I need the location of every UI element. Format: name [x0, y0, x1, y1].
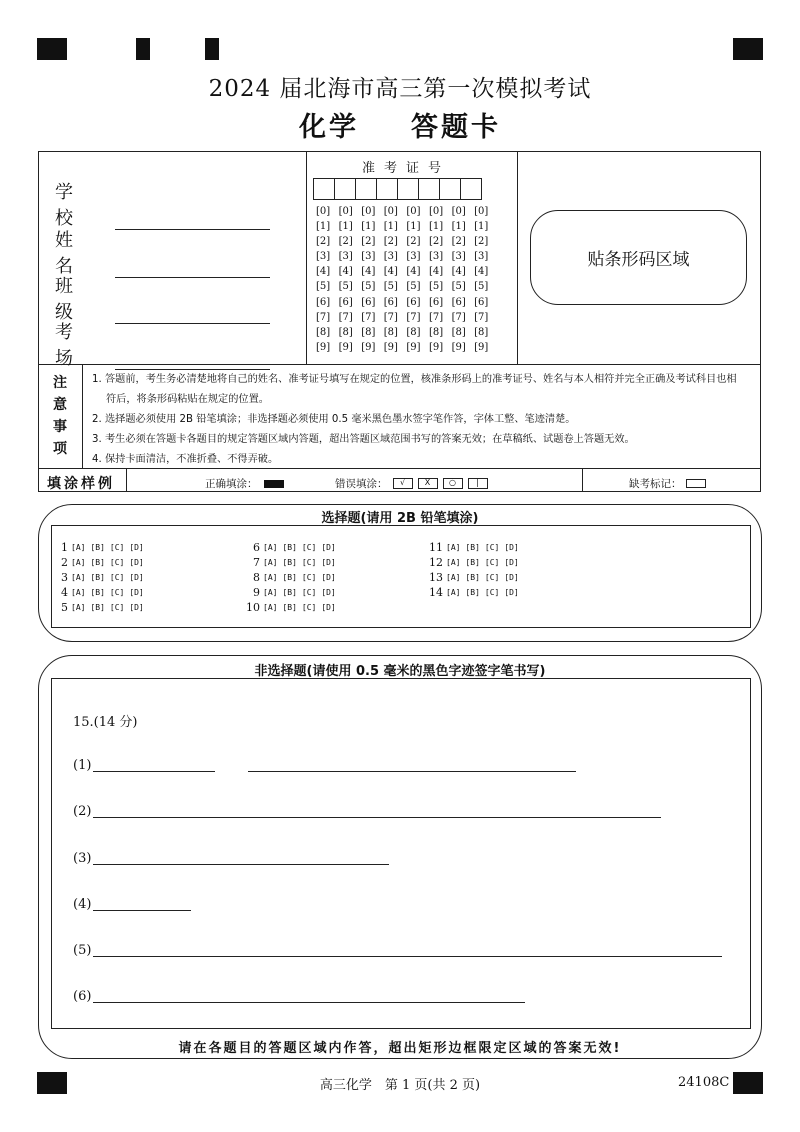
- option-bubble[interactable]: [D]: [129, 543, 144, 552]
- digit-bubble[interactable]: [5]: [361, 281, 376, 293]
- digit-bubble[interactable]: [3]: [316, 251, 331, 263]
- digit-bubble[interactable]: [0]: [316, 206, 331, 217]
- option-bubble[interactable]: [D]: [129, 558, 144, 567]
- paper-code: 24108C: [678, 1075, 730, 1090]
- option-bubble[interactable]: [A]: [71, 558, 86, 567]
- choice-question-row: [52, 555, 149, 570]
- option-bubble[interactable]: [C]: [484, 558, 500, 567]
- name-field[interactable]: [55, 226, 270, 278]
- option-bubble[interactable]: [A]: [71, 603, 86, 612]
- barcode-area: [530, 210, 747, 305]
- divider: [306, 151, 307, 364]
- digit-bubble[interactable]: [6]: [383, 296, 398, 308]
- option-bubble[interactable]: [A]: [446, 573, 461, 582]
- option-bubble[interactable]: [A]: [263, 573, 278, 582]
- digit-bubble[interactable]: [2]: [474, 236, 489, 248]
- digit-bubble[interactable]: [2]: [383, 236, 398, 248]
- choice-question-row: [244, 600, 341, 615]
- digit-bubble[interactable]: [2]: [316, 236, 331, 248]
- circle-mark-icon: ○: [443, 478, 463, 489]
- correct-fill-label: 正确填涂：: [205, 478, 258, 490]
- notes-heading-char: 注: [53, 375, 67, 391]
- digit-bubble[interactable]: [9]: [428, 341, 444, 353]
- option-bubble[interactable]: [A]: [263, 558, 278, 567]
- option-bubble[interactable]: [C]: [109, 543, 125, 552]
- exam-number-box[interactable]: [460, 178, 482, 200]
- position-mark-top-3: [205, 38, 219, 60]
- notes-heading-char: 项: [53, 441, 67, 457]
- name-label: 姓名: [55, 230, 87, 277]
- digit-bubble[interactable]: [3]: [383, 251, 398, 263]
- digit-bubble[interactable]: [8]: [451, 326, 466, 338]
- digit-bubble[interactable]: [3]: [406, 251, 421, 263]
- option-bubble[interactable]: [B]: [465, 543, 480, 552]
- digit-row: [316, 327, 497, 342]
- digit-bubble[interactable]: [5]: [406, 281, 421, 293]
- choice-answer-area: [51, 525, 751, 628]
- absent-mark[interactable]: [629, 476, 706, 491]
- wrong-fill-label: 错误填涂：: [335, 478, 388, 490]
- option-bubble[interactable]: [C]: [301, 603, 317, 612]
- exam-number-boxes[interactable]: [314, 178, 482, 200]
- digit-bubble[interactable]: [5]: [338, 281, 353, 293]
- absent-mark-box[interactable]: [686, 479, 706, 488]
- choice-question-row: [427, 555, 524, 570]
- option-bubble[interactable]: [D]: [321, 543, 336, 552]
- digit-bubble[interactable]: [7]: [338, 311, 353, 323]
- exam-number-box[interactable]: [376, 178, 398, 200]
- exam-number-box[interactable]: [313, 178, 335, 200]
- digit-bubble[interactable]: [8]: [361, 326, 376, 338]
- option-bubble[interactable]: [A]: [71, 588, 86, 597]
- question-number: 13: [429, 571, 443, 584]
- option-bubble[interactable]: [A]: [446, 543, 461, 552]
- page-footer: 高三化学 第 1 页(共 2 页): [319, 1078, 481, 1093]
- question-number: 5: [61, 601, 68, 614]
- divider: [582, 468, 583, 492]
- digit-bubble[interactable]: [4]: [406, 266, 421, 278]
- question-number: 12: [429, 556, 443, 569]
- option-bubble[interactable]: [D]: [504, 543, 519, 552]
- digit-row: [316, 297, 497, 312]
- digit-bubble[interactable]: [0]: [338, 206, 353, 217]
- question-number: 9: [253, 586, 260, 599]
- choice-column-2: [244, 540, 341, 615]
- digit-bubble[interactable]: [9]: [474, 341, 489, 353]
- option-bubble[interactable]: [D]: [321, 603, 336, 612]
- option-bubble[interactable]: [A]: [263, 603, 278, 612]
- exam-number-box[interactable]: [418, 178, 440, 200]
- exam-number-box[interactable]: [334, 178, 356, 200]
- digit-row: [316, 221, 497, 236]
- check-mark-icon: √: [393, 478, 413, 489]
- choice-column-1: [52, 540, 149, 615]
- digit-bubble[interactable]: [1]: [406, 221, 421, 233]
- part-3-answer-line[interactable]: [93, 864, 389, 865]
- question-number: 4: [61, 586, 68, 599]
- option-bubble[interactable]: [D]: [321, 588, 336, 597]
- digit-bubble[interactable]: [0]: [428, 206, 444, 217]
- notes-heading: [49, 372, 71, 460]
- exam-number-box[interactable]: [439, 178, 461, 200]
- divider: [517, 151, 518, 364]
- note-item: 1. 答题前，考生务必清楚地将自己的姓名、准考证号填写在规定的位置，核准条形码上的准考证号、姓名与本人相符并完全正确及考试科目也相: [92, 374, 737, 385]
- digit-row: [316, 251, 497, 266]
- option-bubble[interactable]: [A]: [263, 543, 278, 552]
- choice-section-title: 选择题(请用 2B 铅笔填涂): [321, 511, 479, 526]
- card-title: [0, 105, 800, 144]
- exam-number-box[interactable]: [355, 178, 377, 200]
- position-mark-top-2: [136, 38, 150, 60]
- exam-number-title: 准考证号: [361, 161, 450, 176]
- digit-bubble[interactable]: [8]: [383, 326, 398, 338]
- digit-bubble[interactable]: [3]: [338, 251, 353, 263]
- barcode-label: 贴条形码区域: [587, 250, 690, 270]
- digit-bubble[interactable]: [7]: [383, 311, 398, 323]
- class-field[interactable]: [55, 272, 270, 324]
- question-number: 6: [253, 541, 260, 554]
- option-bubble[interactable]: [B]: [282, 558, 297, 567]
- question-15-label: 15.(14 分): [73, 715, 138, 730]
- option-bubble[interactable]: [B]: [282, 588, 297, 597]
- option-bubble[interactable]: [C]: [109, 588, 125, 597]
- digit-bubble[interactable]: [6]: [406, 296, 421, 308]
- digit-bubble[interactable]: [2]: [428, 236, 444, 248]
- digit-bubble[interactable]: [7]: [474, 311, 489, 323]
- digit-bubble[interactable]: [4]: [474, 266, 489, 278]
- free-response-title: 非选择题(请使用 0.5 毫米的黑色字迹签字笔书写): [254, 664, 546, 679]
- digit-bubble[interactable]: [7]: [451, 311, 466, 323]
- digit-bubble[interactable]: [4]: [383, 266, 398, 278]
- school-field[interactable]: [55, 178, 270, 230]
- wrong-fill-example: [335, 476, 488, 491]
- part-5-label: (5): [73, 943, 92, 958]
- divider: [126, 468, 127, 492]
- digit-bubble[interactable]: [9]: [406, 341, 421, 353]
- option-bubble[interactable]: [B]: [465, 573, 480, 582]
- position-mark-top-left: [37, 38, 67, 60]
- digit-bubble[interactable]: [9]: [361, 341, 376, 353]
- option-bubble[interactable]: [D]: [129, 588, 144, 597]
- exam-title: 2024 届北海市高三第一次模拟考试: [208, 76, 592, 102]
- exam-room-input-line[interactable]: [115, 349, 270, 370]
- option-bubble[interactable]: [B]: [90, 588, 105, 597]
- answer-card-label: 答题卡: [411, 112, 501, 143]
- digit-bubble[interactable]: [9]: [383, 341, 398, 353]
- option-bubble[interactable]: [B]: [465, 588, 480, 597]
- digit-bubble[interactable]: [6]: [316, 296, 331, 308]
- question-number: 1: [61, 541, 68, 554]
- digit-bubble[interactable]: [5]: [428, 281, 444, 293]
- position-mark-top-right: [733, 38, 763, 60]
- digit-bubble[interactable]: [1]: [361, 221, 376, 233]
- choice-question-row: [427, 585, 524, 600]
- choice-question-row: [427, 540, 524, 555]
- digit-bubble[interactable]: [8]: [428, 326, 444, 338]
- option-bubble[interactable]: [C]: [109, 573, 125, 582]
- digit-bubble[interactable]: [1]: [428, 221, 444, 233]
- option-bubble[interactable]: [B]: [282, 603, 297, 612]
- choice-question-row: [244, 570, 341, 585]
- part-6-answer-line[interactable]: [93, 1002, 525, 1003]
- divider: [82, 364, 83, 468]
- digit-bubble[interactable]: [8]: [406, 326, 421, 338]
- choice-question-row: [244, 585, 341, 600]
- subject-label: 化学: [299, 112, 359, 143]
- digit-row: [316, 342, 497, 357]
- option-bubble[interactable]: [D]: [129, 603, 144, 612]
- part-2-answer-line[interactable]: [93, 817, 661, 818]
- choice-column-3: [427, 540, 524, 600]
- part-2-label: (2): [73, 804, 92, 819]
- digit-bubble[interactable]: [0]: [406, 206, 421, 217]
- question-number: 8: [253, 571, 260, 584]
- question-number: 3: [61, 571, 68, 584]
- digit-bubble[interactable]: [5]: [316, 281, 331, 293]
- digit-bubble[interactable]: [5]: [383, 281, 398, 293]
- digit-bubble[interactable]: [3]: [474, 251, 489, 263]
- note-item: 4. 保持卡面清洁，不准折叠、不得弄破。: [92, 454, 279, 465]
- digit-bubble[interactable]: [9]: [338, 341, 353, 353]
- option-bubble[interactable]: [C]: [301, 573, 317, 582]
- option-bubble[interactable]: [C]: [301, 588, 317, 597]
- option-bubble[interactable]: [C]: [484, 543, 500, 552]
- choice-question-row: [52, 600, 149, 615]
- digit-bubble[interactable]: [7]: [428, 311, 444, 323]
- digit-bubble[interactable]: [7]: [316, 311, 331, 323]
- option-bubble[interactable]: [B]: [90, 603, 105, 612]
- bar-mark-icon: |: [468, 478, 488, 489]
- part-1-answer-line[interactable]: [93, 771, 215, 772]
- digit-bubble[interactable]: [8]: [338, 326, 353, 338]
- question-number: 10: [246, 601, 260, 614]
- option-bubble[interactable]: [A]: [446, 558, 461, 567]
- note-item: 符后，将条形码粘贴在规定的位置。: [106, 394, 269, 405]
- digit-bubble[interactable]: [2]: [406, 236, 421, 248]
- digit-bubble[interactable]: [9]: [316, 341, 331, 353]
- solid-fill-mark: [264, 480, 284, 488]
- digit-row: [316, 236, 497, 251]
- notes-heading-char: 意: [53, 397, 67, 413]
- digit-bubble[interactable]: [8]: [474, 326, 489, 338]
- option-bubble[interactable]: [B]: [90, 558, 105, 567]
- digit-bubble[interactable]: [6]: [428, 296, 444, 308]
- note-item: 2. 选择题必须使用 2B 铅笔填涂；非选择题必须使用 0.5 毫米黑色墨水签字笔作答，字体工整、笔迹清楚。: [92, 414, 576, 425]
- note-item: 3. 考生必须在答题卡各题目的规定答题区域内答题，超出答题区域范围书写的答案无效；在草稿纸、试题卷上答题无效。: [92, 434, 635, 445]
- digit-bubble[interactable]: [4]: [451, 266, 466, 278]
- digit-bubble[interactable]: [8]: [316, 326, 331, 338]
- option-bubble[interactable]: [C]: [484, 573, 500, 582]
- part-6-label: (6): [73, 989, 92, 1004]
- exam-number-digit-grid[interactable]: [316, 206, 497, 357]
- digit-bubble[interactable]: [5]: [474, 281, 489, 293]
- choice-question-row: [52, 585, 149, 600]
- option-bubble[interactable]: [A]: [71, 573, 86, 582]
- digit-bubble[interactable]: [0]: [474, 206, 489, 217]
- option-bubble[interactable]: [D]: [321, 573, 336, 582]
- notes-heading-char: 事: [53, 419, 67, 435]
- part-5-answer-line[interactable]: [93, 956, 722, 957]
- question-number: 2: [61, 556, 68, 569]
- option-bubble[interactable]: [B]: [90, 573, 105, 582]
- digit-bubble[interactable]: [4]: [428, 266, 444, 278]
- digit-bubble[interactable]: [2]: [451, 236, 466, 248]
- digit-bubble[interactable]: [1]: [338, 221, 353, 233]
- digit-bubble[interactable]: [5]: [451, 281, 466, 293]
- digit-bubble[interactable]: [7]: [361, 311, 376, 323]
- digit-row: [316, 312, 497, 327]
- question-number: 14: [429, 586, 443, 599]
- option-bubble[interactable]: [C]: [484, 588, 500, 597]
- exam-number-box[interactable]: [397, 178, 419, 200]
- cross-mark-icon: X: [418, 478, 438, 489]
- exam-room-field[interactable]: [55, 318, 270, 370]
- part-1-label: (1): [73, 758, 92, 773]
- option-bubble[interactable]: [D]: [129, 573, 144, 582]
- digit-bubble[interactable]: [4]: [361, 266, 376, 278]
- question-number: 7: [253, 556, 260, 569]
- option-bubble[interactable]: [B]: [282, 573, 297, 582]
- digit-bubble[interactable]: [6]: [338, 296, 353, 308]
- digit-bubble[interactable]: [4]: [316, 266, 331, 278]
- digit-bubble[interactable]: [6]: [451, 296, 466, 308]
- option-bubble[interactable]: [B]: [90, 543, 105, 552]
- choice-question-row: [244, 540, 341, 555]
- digit-row: [316, 266, 497, 281]
- part-3-label: (3): [73, 851, 92, 866]
- option-bubble[interactable]: [B]: [465, 558, 480, 567]
- option-bubble[interactable]: [B]: [282, 543, 297, 552]
- option-bubble[interactable]: [C]: [109, 603, 125, 612]
- option-bubble[interactable]: [A]: [71, 543, 86, 552]
- digit-bubble[interactable]: [2]: [361, 236, 376, 248]
- absent-mark-label: 缺考标记：: [629, 478, 682, 490]
- question-number: 11: [429, 541, 443, 554]
- option-bubble[interactable]: [D]: [504, 558, 519, 567]
- digit-row: [316, 206, 497, 221]
- answer-area-warning: 请在各题目的答题区域内作答，超出矩形边框限定区域的答案无效!: [178, 1041, 622, 1056]
- digit-bubble[interactable]: [0]: [451, 206, 466, 217]
- digit-bubble[interactable]: [3]: [428, 251, 444, 263]
- fill-example-heading: 填涂样例: [47, 476, 115, 492]
- digit-bubble[interactable]: [0]: [383, 206, 398, 217]
- part-1-answer-line-2[interactable]: [248, 771, 576, 772]
- option-bubble[interactable]: [D]: [504, 573, 519, 582]
- choice-question-row: [52, 570, 149, 585]
- digit-bubble[interactable]: [6]: [474, 296, 489, 308]
- digit-bubble[interactable]: [7]: [406, 311, 421, 323]
- notes-list: [92, 370, 757, 470]
- digit-bubble[interactable]: [6]: [361, 296, 376, 308]
- choice-question-row: [427, 570, 524, 585]
- digit-bubble[interactable]: [0]: [361, 206, 376, 217]
- correct-fill-example: [205, 476, 284, 491]
- digit-bubble[interactable]: [1]: [383, 221, 398, 233]
- digit-row: [316, 281, 497, 296]
- option-bubble[interactable]: [A]: [263, 588, 278, 597]
- digit-bubble[interactable]: [9]: [451, 341, 466, 353]
- choice-question-row: [52, 540, 149, 555]
- part-4-answer-line[interactable]: [93, 910, 191, 911]
- digit-bubble[interactable]: [3]: [451, 251, 466, 263]
- digit-bubble[interactable]: [1]: [451, 221, 466, 233]
- option-bubble[interactable]: [C]: [301, 543, 317, 552]
- option-bubble[interactable]: [A]: [446, 588, 461, 597]
- option-bubble[interactable]: [D]: [504, 588, 519, 597]
- option-bubble[interactable]: [C]: [301, 558, 317, 567]
- free-response-answer-area[interactable]: [51, 678, 751, 1029]
- digit-bubble[interactable]: [1]: [316, 221, 331, 233]
- digit-bubble[interactable]: [1]: [474, 221, 489, 233]
- digit-bubble[interactable]: [4]: [338, 266, 353, 278]
- choice-question-row: [244, 555, 341, 570]
- part-4-label: (4): [73, 897, 92, 912]
- digit-bubble[interactable]: [3]: [361, 251, 376, 263]
- school-label: 学校: [55, 182, 87, 229]
- class-label: 班级: [55, 276, 87, 323]
- option-bubble[interactable]: [C]: [109, 558, 125, 567]
- exam-room-label: 考场: [55, 322, 87, 369]
- digit-bubble[interactable]: [2]: [338, 236, 353, 248]
- option-bubble[interactable]: [D]: [321, 558, 336, 567]
